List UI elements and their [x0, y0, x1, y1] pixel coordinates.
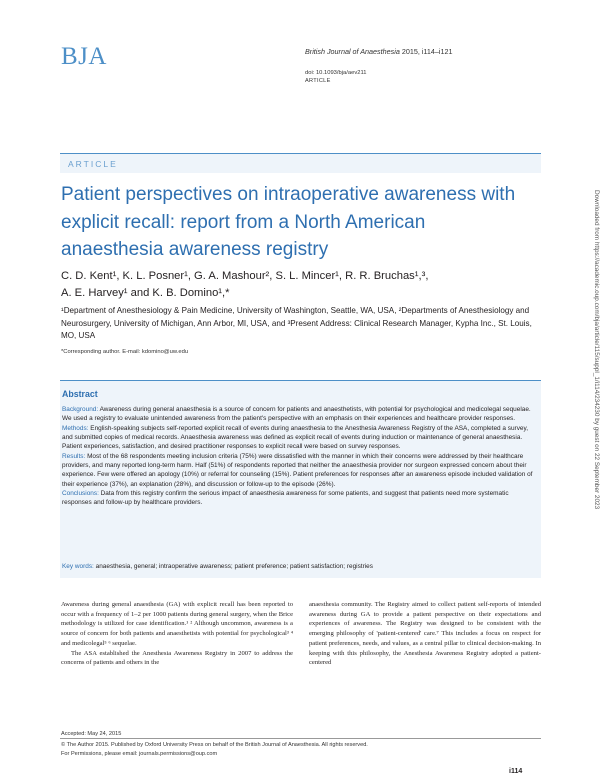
journal-name: British Journal of Anaesthesia	[305, 47, 400, 56]
copyright-notice: © The Author 2015. Published by Oxford University Press on behalf of the British Journal of Anaesthesia. All rights reserved.	[61, 742, 368, 748]
download-watermark: Downloaded from https://academic.oup.com/bja/article/115/suppl_1/i114/234230 by guest on 22 September 2023	[593, 190, 600, 510]
section-band-label: ARTICLE	[68, 159, 118, 169]
results-label: Results:	[62, 452, 86, 460]
abstract-conclusions	[62, 489, 535, 508]
article-type-label: ARTICLE	[305, 78, 331, 84]
background-label: Background:	[62, 406, 99, 413]
accepted-date: Accepted: May 24, 2015	[61, 731, 122, 737]
methods-label: Methods:	[62, 424, 89, 432]
author-line-2: A. E. Harvey¹ and K. B. Domino¹,*	[61, 287, 230, 299]
body-paragraph: The ASA established the Anesthesia Awareness Registry in 2007 to address the concerns of patients and others in the	[61, 649, 293, 667]
abstract-heading: Abstract	[62, 389, 98, 399]
body-paragraph: anaesthesia community. The Registry aimed to collect patient self-reports of intended awareness during GA to provide a patient perspective on their expectations and experiences of awareness. The Registry was designed to be consistent with the emerging philosophy of 'patient-centered' care.⁷ This includes a focus on respect for patient preferences, needs, and values, as a central pillar to clinical decision-making. In keeping with this philosophy, the Anesthesia Awareness Registry adopted a patient-centered	[309, 601, 541, 667]
body-column-right	[309, 600, 541, 668]
keywords-text: anaesthesia, general; intraoperative awareness; patient preference; patient satisfaction; registries	[95, 563, 373, 570]
abstract-body	[62, 405, 535, 508]
doi-link[interactable]: doi: 10.1093/bja/aev211	[305, 70, 367, 76]
author-list	[61, 268, 531, 302]
section-band	[60, 153, 541, 173]
conclusions-text: Data from this registry confirm the serious impact of anaesthesia awareness for some patients, and suggest that patients need more systematic responses and follow-up by healthcare providers.	[62, 490, 509, 507]
body-column-left	[61, 600, 293, 668]
abstract-results	[62, 452, 535, 489]
background-text: Awareness during general anaesthesia is a source of concern for patients and anaesthetists, with potential for psychological and medicolegal sequelae. We used a registry to evaluate unintended awareness from the patient's perspective with an emphasis on their experiences and healthcare provider responses.	[62, 406, 531, 423]
footer-divider	[60, 738, 541, 739]
keywords-label: Key words:	[62, 563, 94, 570]
affiliations: ¹Department of Anesthesiology & Pain Medicine, University of Washington, Seattle, WA, USA, ²Departments of Anesthesiology and Neurosurgery, University of Michigan, Ann Arbor, MI, USA, and ³Present Address: Clinical Research Manager, Kypha Inc., St. Louis, MO, USA	[61, 306, 532, 340]
journal-logo: BJA	[61, 43, 107, 70]
article-title: Patient perspectives on intraoperative awareness with explicit recall: report from a North American anaesthesia awareness registry	[61, 184, 516, 260]
corresponding-author: *Corresponding author. E-mail: kdomino@uw.edu	[61, 349, 189, 355]
citation-range: 2015, i114–i121	[401, 47, 453, 56]
methods-text: English-speaking subjects self-reported explicit recall of events during anaesthesia to the Anesthesia Awareness Registry of the ASA, completed a survey, and submitted copies of medical records. Anaesthesia awareness was defined as explicit recall of events during induction or maintenance of general anaesthesia. Patient experiences, satisfaction, and desired practitioner responses to explicit recall were based on survey responses.	[62, 424, 529, 451]
results-text: Most of the 68 respondents meeting inclusion criteria (75%) were dissatisfied with the manner in which their concerns were addressed by their healthcare providers, and many reported long-term harm. Half (51%) of respondents reported that neither the anaesthesia provider nor surgeon expressed concern about their experience. Few were offered an apology (10%) or referral for counseling (15%). Patient preferences for responses after an awareness episode included validation of their experience (37%), an explanation (28%), and discussion or follow-up to the episode (26%).	[62, 452, 533, 488]
page-number: i114	[509, 768, 523, 775]
author-line-1: C. D. Kent¹, K. L. Posner¹, G. A. Mashour², S. L. Mincer¹, R. R. Bruchas¹,³,	[61, 270, 429, 282]
permissions-notice: For Permissions, please email: journals.permissions@oup.com	[61, 751, 218, 757]
conclusions-label: Conclusions:	[62, 490, 99, 498]
journal-citation	[305, 47, 452, 56]
body-paragraph: Awareness during general anaesthesia (GA) with explicit recall has been reported to occur with a frequency of 1–2 per 1000 patients during general surgery, when the Brice methodology is utilized for case identification.¹ ² Although uncommon, awareness is a source of concern for both patients and anaesthetists with potential for psychological³ ⁴ and medicolegal⁵ ⁶ sequelae.	[61, 601, 293, 647]
abstract-background	[62, 405, 535, 424]
abstract-methods	[62, 424, 535, 452]
keywords	[62, 563, 535, 570]
